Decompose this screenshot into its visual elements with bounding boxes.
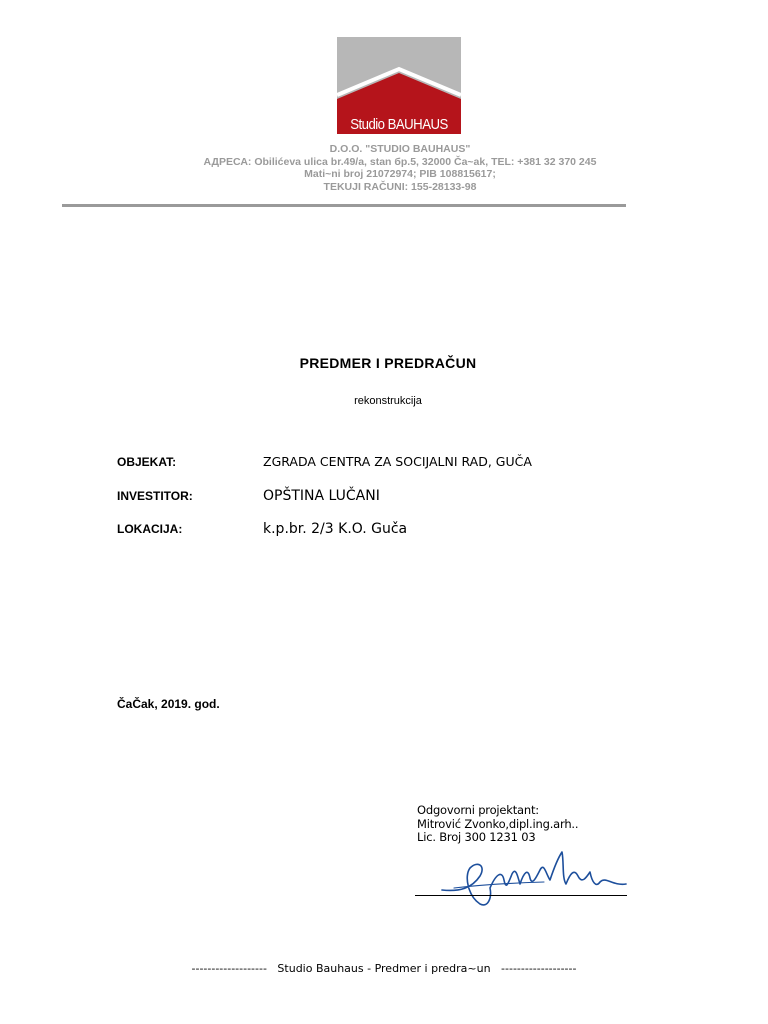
signature-name: Mitrović Zvonko,dipl.ing.arh..: [417, 816, 579, 831]
signature-license: Lic. Broj 300 1231 03: [417, 830, 536, 844]
lokacija-value: k.p.br. 2/3 K.O. Guča: [263, 521, 408, 537]
signature-line: [415, 895, 627, 896]
company-logo: [337, 37, 461, 134]
document-subtitle: rekonstrukcija: [354, 395, 422, 407]
handwritten-signature: [440, 838, 630, 908]
header-divider: [62, 204, 626, 207]
lokacija-label: LOKACIJA:: [117, 522, 183, 536]
logo-text: Studio BAUHAUS: [350, 116, 448, 133]
document-title: PREDMER I PREDRAČUN: [299, 355, 477, 371]
company-account: TEKUJI RAČUNI: 155-28133-98: [323, 180, 477, 193]
signature-role: Odgovorni projektant:: [417, 803, 539, 817]
company-registration: Mati~ni broj 21072974; PIB 108815617;: [304, 168, 496, 180]
company-address: АДРЕСА: Obilićeva ulica br.49/a, stan бр.5, 32000 Ča~ak, TEL: +381 32 370 245: [203, 155, 597, 168]
company-name: D.O.O. "STUDIO BAUHAUS": [329, 143, 471, 155]
company-info: [150, 143, 650, 193]
page-footer: ------------------- Studio Bauhaus - Predmer i predra~un -------------------: [191, 962, 577, 975]
investitor-label: INVESTITOR:: [117, 489, 193, 503]
objekat-label: OBJEKAT:: [117, 455, 177, 469]
objekat-value: ZGRADA CENTRA ZA SOCIJALNI RAD, GUČA: [263, 454, 532, 469]
investitor-value: OPŠTINA LUČANI: [263, 488, 380, 504]
place-date: ČaČak, 2019. god.: [117, 697, 220, 711]
